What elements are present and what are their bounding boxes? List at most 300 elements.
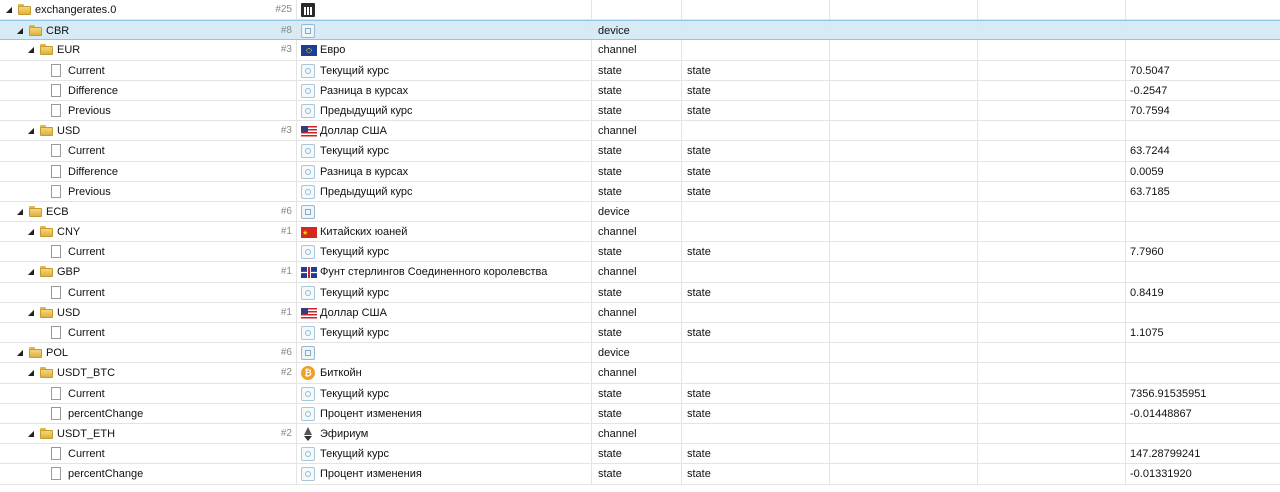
object-id-label: Current — [68, 327, 105, 339]
child-count-badge: #6 — [280, 205, 292, 217]
object-role-cell[interactable]: state — [682, 101, 830, 120]
object-name-cell[interactable] — [297, 40, 592, 59]
child-count-badge: #1 — [280, 306, 292, 318]
room-cell[interactable] — [830, 262, 978, 281]
room-cell[interactable] — [830, 283, 978, 302]
expand-toggle-icon[interactable]: ◢ — [5, 5, 13, 14]
object-id-label: Current — [68, 387, 105, 400]
state-icon — [301, 84, 315, 98]
object-id-label: ECB — [46, 205, 69, 218]
object-name-cell[interactable] — [297, 424, 592, 443]
object-id-cell[interactable] — [0, 162, 297, 181]
object-role-cell[interactable] — [682, 262, 830, 281]
function-cell[interactable] — [978, 141, 1126, 160]
object-id-label: percentChange — [68, 468, 144, 481]
object-id-label: Difference — [68, 84, 118, 97]
object-value-cell[interactable] — [1126, 21, 1280, 39]
object-value-cell[interactable] — [1126, 40, 1280, 59]
function-cell[interactable] — [978, 202, 1126, 221]
object-name-cell[interactable] — [297, 21, 592, 39]
room-cell[interactable] — [830, 222, 978, 241]
function-cell[interactable] — [978, 323, 1126, 342]
object-type-cell[interactable]: channel — [592, 40, 682, 59]
room-cell[interactable] — [830, 343, 978, 362]
object-name-cell[interactable] — [297, 61, 592, 80]
object-id-cell[interactable] — [0, 464, 297, 483]
object-role-cell[interactable] — [682, 424, 830, 443]
file-icon — [51, 407, 61, 420]
object-id-cell[interactable] — [0, 404, 297, 423]
room-cell[interactable] — [830, 242, 978, 261]
room-cell[interactable] — [830, 202, 978, 221]
object-id-label: USDT_BTC — [57, 367, 116, 380]
object-type-cell[interactable]: channel — [592, 363, 682, 382]
device-icon — [301, 24, 315, 38]
flag-us-icon — [301, 126, 317, 137]
object-type-cell[interactable]: state — [592, 182, 682, 201]
object-id-label: Previous — [68, 185, 111, 198]
room-cell[interactable] — [830, 404, 978, 423]
tree-row[interactable] — [0, 283, 1280, 303]
object-id-cell[interactable] — [0, 323, 297, 342]
object-value-cell[interactable]: 7.7960 — [1130, 246, 1164, 259]
object-role-cell[interactable]: state — [682, 141, 830, 160]
function-cell[interactable] — [978, 363, 1126, 382]
object-id-label: POL — [46, 347, 69, 360]
object-name-label: Предыдущий курс — [320, 104, 413, 117]
object-value-cell[interactable]: 7356.91535951 — [1130, 387, 1207, 400]
room-cell[interactable] — [830, 81, 978, 100]
object-type-cell[interactable]: channel — [592, 303, 682, 322]
folder-icon — [18, 4, 31, 15]
expand-toggle-icon[interactable]: ◢ — [27, 227, 35, 237]
room-cell[interactable] — [830, 162, 978, 181]
expand-toggle-icon[interactable]: ◢ — [16, 206, 24, 216]
object-role-cell[interactable]: state — [682, 384, 830, 403]
room-cell[interactable] — [830, 303, 978, 322]
function-cell[interactable] — [978, 242, 1126, 261]
object-value-cell[interactable]: 63.7185 — [1130, 185, 1170, 198]
function-cell[interactable] — [978, 404, 1126, 423]
object-role-cell[interactable] — [682, 21, 830, 39]
room-cell[interactable] — [830, 40, 978, 59]
object-type-cell[interactable]: state — [592, 464, 682, 483]
file-icon — [51, 104, 61, 117]
object-id-cell[interactable] — [0, 303, 297, 322]
object-name-label: Биткойн — [320, 367, 362, 380]
object-value-cell[interactable]: 70.5047 — [1130, 64, 1170, 77]
function-cell[interactable] — [978, 262, 1126, 281]
object-name-cell[interactable] — [297, 162, 592, 181]
object-id-cell[interactable] — [0, 363, 297, 382]
file-icon — [51, 467, 61, 480]
object-value-cell[interactable] — [1126, 222, 1280, 241]
room-cell[interactable] — [830, 21, 978, 39]
object-id-label: Difference — [68, 165, 118, 178]
file-icon — [51, 245, 61, 258]
device-icon — [301, 346, 315, 360]
object-name-cell[interactable] — [297, 81, 592, 100]
flag-cn-icon — [301, 227, 317, 238]
object-value-cell[interactable]: 147.28799241 — [1130, 448, 1201, 461]
tree-row[interactable] — [0, 424, 1280, 444]
room-cell[interactable] — [830, 444, 978, 463]
object-type-cell[interactable]: state — [592, 384, 682, 403]
object-name-cell[interactable] — [297, 464, 592, 483]
object-name-label: Разница в курсах — [320, 84, 409, 97]
expand-toggle-icon[interactable]: ◢ — [27, 45, 35, 55]
folder-icon — [40, 125, 53, 136]
child-count-badge: #3 — [280, 125, 292, 137]
folder-icon — [40, 307, 53, 318]
object-id-label: Current — [68, 286, 105, 299]
file-icon — [51, 447, 61, 460]
object-role-cell[interactable]: state — [682, 81, 830, 100]
object-value-cell[interactable]: -0.2547 — [1130, 84, 1168, 97]
object-name-cell[interactable] — [297, 182, 592, 201]
object-type-cell[interactable]: state — [592, 242, 682, 261]
state-icon — [301, 286, 315, 300]
object-name-cell[interactable] — [297, 0, 592, 19]
function-cell[interactable] — [978, 121, 1126, 140]
object-role-cell[interactable] — [682, 40, 830, 59]
tree-row[interactable] — [0, 40, 1280, 60]
object-role-cell[interactable] — [682, 202, 830, 221]
object-id-cell[interactable] — [0, 21, 297, 39]
object-id-cell[interactable] — [0, 424, 297, 443]
object-id-label: percentChange — [68, 407, 144, 420]
bitcoin-icon: ₿ — [301, 366, 315, 380]
state-icon — [301, 104, 315, 118]
object-type-cell[interactable]: channel — [592, 222, 682, 241]
flag-gb-icon — [301, 267, 317, 278]
room-cell[interactable] — [830, 121, 978, 140]
object-name-label: Текущий курс — [320, 387, 389, 400]
object-id-cell[interactable] — [0, 141, 297, 160]
object-value-cell[interactable] — [1126, 121, 1280, 140]
child-count-badge: #1 — [280, 226, 292, 238]
object-id-label: GBP — [57, 266, 81, 279]
function-cell[interactable] — [978, 464, 1126, 483]
object-id-cell[interactable] — [0, 384, 297, 403]
object-id-cell[interactable] — [0, 61, 297, 80]
object-name-cell[interactable] — [297, 202, 592, 221]
object-name-cell[interactable] — [297, 384, 592, 403]
state-icon — [301, 467, 315, 481]
expand-toggle-icon[interactable]: ◢ — [16, 348, 24, 358]
object-value-cell[interactable] — [1126, 0, 1280, 19]
object-name-cell[interactable] — [297, 323, 592, 342]
object-id-cell[interactable] — [0, 444, 297, 463]
tree-row[interactable] — [0, 343, 1280, 363]
object-name-cell[interactable] — [297, 141, 592, 160]
object-role-cell[interactable] — [682, 121, 830, 140]
object-value-cell[interactable]: 70.7594 — [1130, 104, 1170, 117]
room-cell[interactable] — [830, 182, 978, 201]
function-cell[interactable] — [978, 162, 1126, 181]
function-cell[interactable] — [978, 182, 1126, 201]
object-name-label: Текущий курс — [320, 327, 389, 339]
tree-row[interactable] — [0, 61, 1280, 81]
object-name-label: Китайских юаней — [320, 226, 408, 239]
state-icon — [301, 165, 315, 179]
room-cell[interactable] — [830, 363, 978, 382]
object-name-label: Эфириум — [320, 427, 369, 440]
object-value-cell[interactable] — [1126, 202, 1280, 221]
object-name-cell[interactable] — [297, 444, 592, 463]
object-role-cell[interactable]: state — [682, 182, 830, 201]
tree-row[interactable] — [0, 0, 1280, 20]
tree-row[interactable] — [0, 20, 1280, 40]
object-name-label: Евро — [320, 44, 346, 57]
room-cell[interactable] — [830, 384, 978, 403]
room-cell[interactable] — [830, 101, 978, 120]
object-name-label: Текущий курс — [320, 246, 389, 259]
flag-eu-icon — [301, 45, 317, 56]
device-icon — [301, 205, 315, 219]
bars-icon — [301, 3, 315, 17]
object-type-cell[interactable]: device — [592, 21, 682, 39]
object-id-cell[interactable] — [0, 242, 297, 261]
object-name-cell[interactable] — [297, 222, 592, 241]
object-value-cell[interactable] — [1126, 303, 1280, 322]
tree-row[interactable] — [0, 182, 1280, 202]
flag-us-icon — [301, 308, 317, 319]
object-role-cell[interactable] — [682, 303, 830, 322]
object-id-label: USDT_ETH — [57, 427, 116, 440]
function-cell[interactable] — [978, 424, 1126, 443]
object-role-cell[interactable]: state — [682, 162, 830, 181]
object-id-cell[interactable] — [0, 202, 297, 221]
object-role-cell[interactable]: state — [682, 242, 830, 261]
folder-icon — [29, 206, 42, 217]
child-count-badge: #25 — [275, 4, 292, 15]
expand-toggle-icon[interactable]: ◢ — [27, 126, 35, 136]
tree-row[interactable] — [0, 384, 1280, 404]
object-id-cell[interactable] — [0, 262, 297, 281]
file-icon — [51, 387, 61, 400]
object-name-cell[interactable] — [297, 121, 592, 140]
object-value-cell[interactable]: 0.8419 — [1130, 286, 1164, 299]
folder-icon — [40, 266, 53, 277]
tree-row[interactable] — [0, 323, 1280, 343]
tree-row[interactable] — [0, 162, 1280, 182]
state-icon — [301, 326, 315, 340]
expand-toggle-icon[interactable]: ◢ — [27, 267, 35, 277]
object-type-cell[interactable]: state — [592, 81, 682, 100]
object-name-cell[interactable] — [297, 303, 592, 322]
child-count-badge: #6 — [280, 347, 292, 359]
room-cell[interactable] — [830, 323, 978, 342]
object-type-cell[interactable]: state — [592, 141, 682, 160]
object-id-label: CBR — [46, 25, 70, 38]
state-icon — [301, 447, 315, 461]
object-type-cell[interactable]: state — [592, 444, 682, 463]
function-cell[interactable] — [978, 222, 1126, 241]
folder-icon — [40, 226, 53, 237]
object-value-cell[interactable] — [1126, 363, 1280, 382]
object-type-cell[interactable]: state — [592, 162, 682, 181]
state-icon — [301, 245, 315, 259]
expand-toggle-icon[interactable]: ◢ — [27, 368, 35, 378]
tree-row[interactable] — [0, 262, 1280, 282]
tree-row[interactable] — [0, 222, 1280, 242]
child-count-badge: #2 — [280, 367, 292, 379]
object-role-cell[interactable]: state — [682, 464, 830, 483]
object-value-cell[interactable] — [1126, 424, 1280, 443]
object-id-label: Current — [68, 246, 105, 259]
object-name-cell[interactable] — [297, 283, 592, 302]
object-name-label: Фунт стерлингов Соединенного королевства — [320, 266, 548, 279]
function-cell[interactable] — [978, 21, 1126, 39]
object-type-cell[interactable]: channel — [592, 262, 682, 281]
object-name-cell[interactable] — [297, 363, 592, 382]
room-cell[interactable] — [830, 424, 978, 443]
room-cell[interactable] — [830, 61, 978, 80]
object-role-cell[interactable] — [682, 343, 830, 362]
function-cell[interactable] — [978, 101, 1126, 120]
object-role-cell[interactable] — [682, 222, 830, 241]
function-cell[interactable] — [978, 444, 1126, 463]
file-icon — [51, 286, 61, 299]
object-role-cell[interactable]: state — [682, 444, 830, 463]
function-cell[interactable] — [978, 343, 1126, 362]
object-id-cell[interactable] — [0, 101, 297, 120]
function-cell[interactable] — [978, 61, 1126, 80]
object-value-cell[interactable]: 0.0059 — [1130, 165, 1164, 178]
expand-toggle-icon[interactable]: ◢ — [27, 428, 35, 438]
function-cell[interactable] — [978, 40, 1126, 59]
function-cell[interactable] — [978, 81, 1126, 100]
expand-toggle-icon[interactable]: ◢ — [27, 307, 35, 317]
room-cell[interactable] — [830, 0, 978, 19]
folder-icon — [40, 367, 53, 378]
room-cell[interactable] — [830, 464, 978, 483]
object-name-label: Процент изменения — [320, 407, 422, 420]
object-id-cell[interactable] — [0, 81, 297, 100]
tree-row[interactable] — [0, 363, 1280, 383]
object-id-cell[interactable] — [0, 283, 297, 302]
object-type-cell[interactable] — [592, 0, 682, 19]
object-type-cell[interactable]: state — [592, 323, 682, 342]
tree-row[interactable] — [0, 141, 1280, 161]
object-value-cell[interactable]: 1.1075 — [1130, 327, 1164, 339]
object-id-cell[interactable] — [0, 0, 297, 19]
tree-row[interactable] — [0, 464, 1280, 484]
state-icon — [301, 144, 315, 158]
object-name-cell[interactable] — [297, 262, 592, 281]
child-count-badge: #3 — [280, 44, 292, 56]
object-type-cell[interactable]: state — [592, 101, 682, 120]
object-id-cell[interactable] — [0, 182, 297, 201]
folder-icon — [29, 25, 42, 36]
function-cell[interactable] — [978, 303, 1126, 322]
function-cell[interactable] — [978, 0, 1126, 19]
object-name-label: Текущий курс — [320, 64, 389, 77]
object-name-label: Текущий курс — [320, 286, 389, 299]
object-name-label: Доллар США — [320, 125, 387, 138]
object-role-cell[interactable] — [682, 363, 830, 382]
child-count-badge: #2 — [280, 427, 292, 439]
object-value-cell[interactable] — [1126, 262, 1280, 281]
function-cell[interactable] — [978, 384, 1126, 403]
object-id-label: Current — [68, 448, 105, 461]
object-role-cell[interactable] — [682, 0, 830, 19]
object-name-cell[interactable] — [297, 404, 592, 423]
object-name-cell[interactable] — [297, 101, 592, 120]
object-id-cell[interactable] — [0, 343, 297, 362]
object-id-cell[interactable] — [0, 40, 297, 59]
object-type-cell[interactable]: state — [592, 404, 682, 423]
object-value-cell[interactable]: -0.01448867 — [1130, 407, 1192, 420]
object-id-cell[interactable] — [0, 121, 297, 140]
file-icon — [51, 326, 61, 339]
file-icon — [51, 64, 61, 77]
tree-row[interactable] — [0, 101, 1280, 121]
object-type-cell[interactable]: channel — [592, 424, 682, 443]
object-name-cell[interactable] — [297, 242, 592, 261]
state-icon — [301, 185, 315, 199]
object-id-label: Current — [68, 145, 105, 158]
object-role-cell[interactable]: state — [682, 323, 830, 342]
object-name-label: Разница в курсах — [320, 165, 409, 178]
tree-row[interactable] — [0, 303, 1280, 323]
object-id-label: Previous — [68, 104, 111, 117]
object-name-label: Процент изменения — [320, 468, 422, 481]
object-name-label: Предыдущий курс — [320, 185, 413, 198]
tree-row[interactable] — [0, 444, 1280, 464]
object-id-label: USD — [57, 125, 81, 138]
object-type-cell[interactable]: state — [592, 283, 682, 302]
object-value-cell[interactable]: 63.7244 — [1130, 145, 1170, 158]
function-cell[interactable] — [978, 283, 1126, 302]
file-icon — [51, 144, 61, 157]
object-id-label: USD — [57, 306, 81, 319]
object-id-label: exchangerates.0 — [35, 4, 117, 16]
state-icon — [301, 387, 315, 401]
tree-row[interactable] — [0, 81, 1280, 101]
object-role-cell[interactable]: state — [682, 61, 830, 80]
object-id-label: CNY — [57, 226, 81, 239]
object-name-label: Доллар США — [320, 306, 387, 319]
state-icon — [301, 64, 315, 78]
object-id-cell[interactable] — [0, 222, 297, 241]
expand-toggle-icon[interactable]: ◢ — [16, 26, 24, 36]
object-role-cell[interactable]: state — [682, 404, 830, 423]
object-value-cell[interactable]: -0.01331920 — [1130, 468, 1192, 481]
object-name-label: Текущий курс — [320, 448, 389, 461]
object-role-cell[interactable]: state — [682, 283, 830, 302]
tree-row[interactable] — [0, 404, 1280, 424]
object-type-cell[interactable]: device — [592, 202, 682, 221]
room-cell[interactable] — [830, 141, 978, 160]
file-icon — [51, 84, 61, 97]
folder-icon — [40, 428, 53, 439]
folder-icon — [40, 44, 53, 55]
object-name-label: Текущий курс — [320, 145, 389, 158]
object-name-cell[interactable] — [297, 343, 592, 362]
object-value-cell[interactable] — [1126, 343, 1280, 362]
object-type-cell[interactable]: state — [592, 61, 682, 80]
file-icon — [51, 185, 61, 198]
state-icon — [301, 407, 315, 421]
tree-row[interactable] — [0, 202, 1280, 222]
tree-row[interactable] — [0, 242, 1280, 262]
object-id-label: EUR — [57, 44, 81, 57]
object-type-cell[interactable]: device — [592, 343, 682, 362]
object-type-cell[interactable]: channel — [592, 121, 682, 140]
tree-row[interactable] — [0, 121, 1280, 141]
